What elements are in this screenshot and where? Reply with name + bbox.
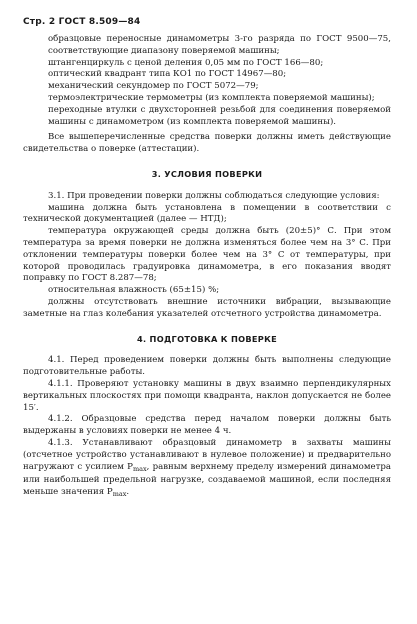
list-item: механический секундомер по ГОСТ 5072—79; — [48, 81, 259, 92]
paragraph: 4.1.2. Образцовые средства перед началом поверки должны быть выдержаны в условиях поверки не менее 4 ч. — [23, 414, 391, 437]
paragraph: должны отсутствовать внешние источники вибрации, вызывающие заметные на глаз колебания указателей отсчетного устройства динамометра. — [23, 296, 391, 319]
list-item: штангенциркуль с ценой деления 0,05 мм по ГОСТ 166—80; — [48, 57, 324, 68]
document-body — [23, 34, 391, 501]
paragraph: 3.1. При проведении поверки должны соблюдаться следующие условия: — [48, 190, 380, 201]
paragraph-text: 4.1.3. Устанавливают образцовый динамометр в захваты машины (отсчетное устройство устанавливают в нулевое положение) и предварительно нагружают с усилием P — [23, 437, 391, 472]
paragraph: относительная влажность (65±15) %; — [48, 285, 220, 296]
list-item: образцовые переносные динамометры 3-го разряда по ГОСТ 9500—75, соответствующие диапазону поверяемой машины; — [48, 34, 391, 56]
list-item: оптический квадрант типа КО1 по ГОСТ 14967—80; — [48, 69, 287, 80]
paragraph: машина должна быть установлена в помещении в соответствии с технической документацией (далее — НТД); — [23, 202, 391, 225]
subscript: max — [112, 490, 127, 499]
section-3-heading: 3. УСЛОВИЯ ПОВЕРКИ — [151, 168, 263, 179]
list-item: переходные втулки с двухсторонней резьбой для соединения поверяемой машины с динамометром (из комплекта поверяемой машины). — [48, 104, 391, 127]
note-paragraph: Все вышеперечисленные средства поверки должны иметь действующие свидетельства о поверке (аттестации). — [23, 132, 391, 155]
paragraph-text: , равным верхнему пределу измерений динамометра или наибольшей предельной нагрузке, создаваемой машиной, если последняя меньше значения P — [23, 461, 391, 498]
section-4-heading: 4. ПОДГОТОВКА К ПОВЕРКЕ — [137, 333, 277, 344]
paragraph: 4.1.1. Проверяют установку машины в двух взаимно перпендикулярных вертикальных плоскостях при помощи квадранта, наклон допускается не более 15′. — [23, 378, 391, 413]
paragraph-text: . — [126, 487, 130, 498]
paragraph: температура окружающей среды должна быть (20±5)° С. При этом температура за время поверки не должна изменяться более чем на 3° С. При отклонении температуры поверки более чем на 3° С от температуры, при которой проводилась градуировка динамометра, в его показания вводят поправку по ГОСТ 8.287—78; — [23, 226, 391, 284]
list-item: термоэлектрические термометры (из комплекта поверяемой машины); — [48, 92, 375, 103]
paragraph: 4.1. Перед проведением поверки должны быть выполнены следующие подготовительные работы. — [23, 355, 391, 378]
subscript: max — [132, 464, 147, 473]
paragraph — [23, 438, 391, 501]
page-header: Стр. 2 ГОСТ 8.509—84 — [23, 17, 141, 27]
